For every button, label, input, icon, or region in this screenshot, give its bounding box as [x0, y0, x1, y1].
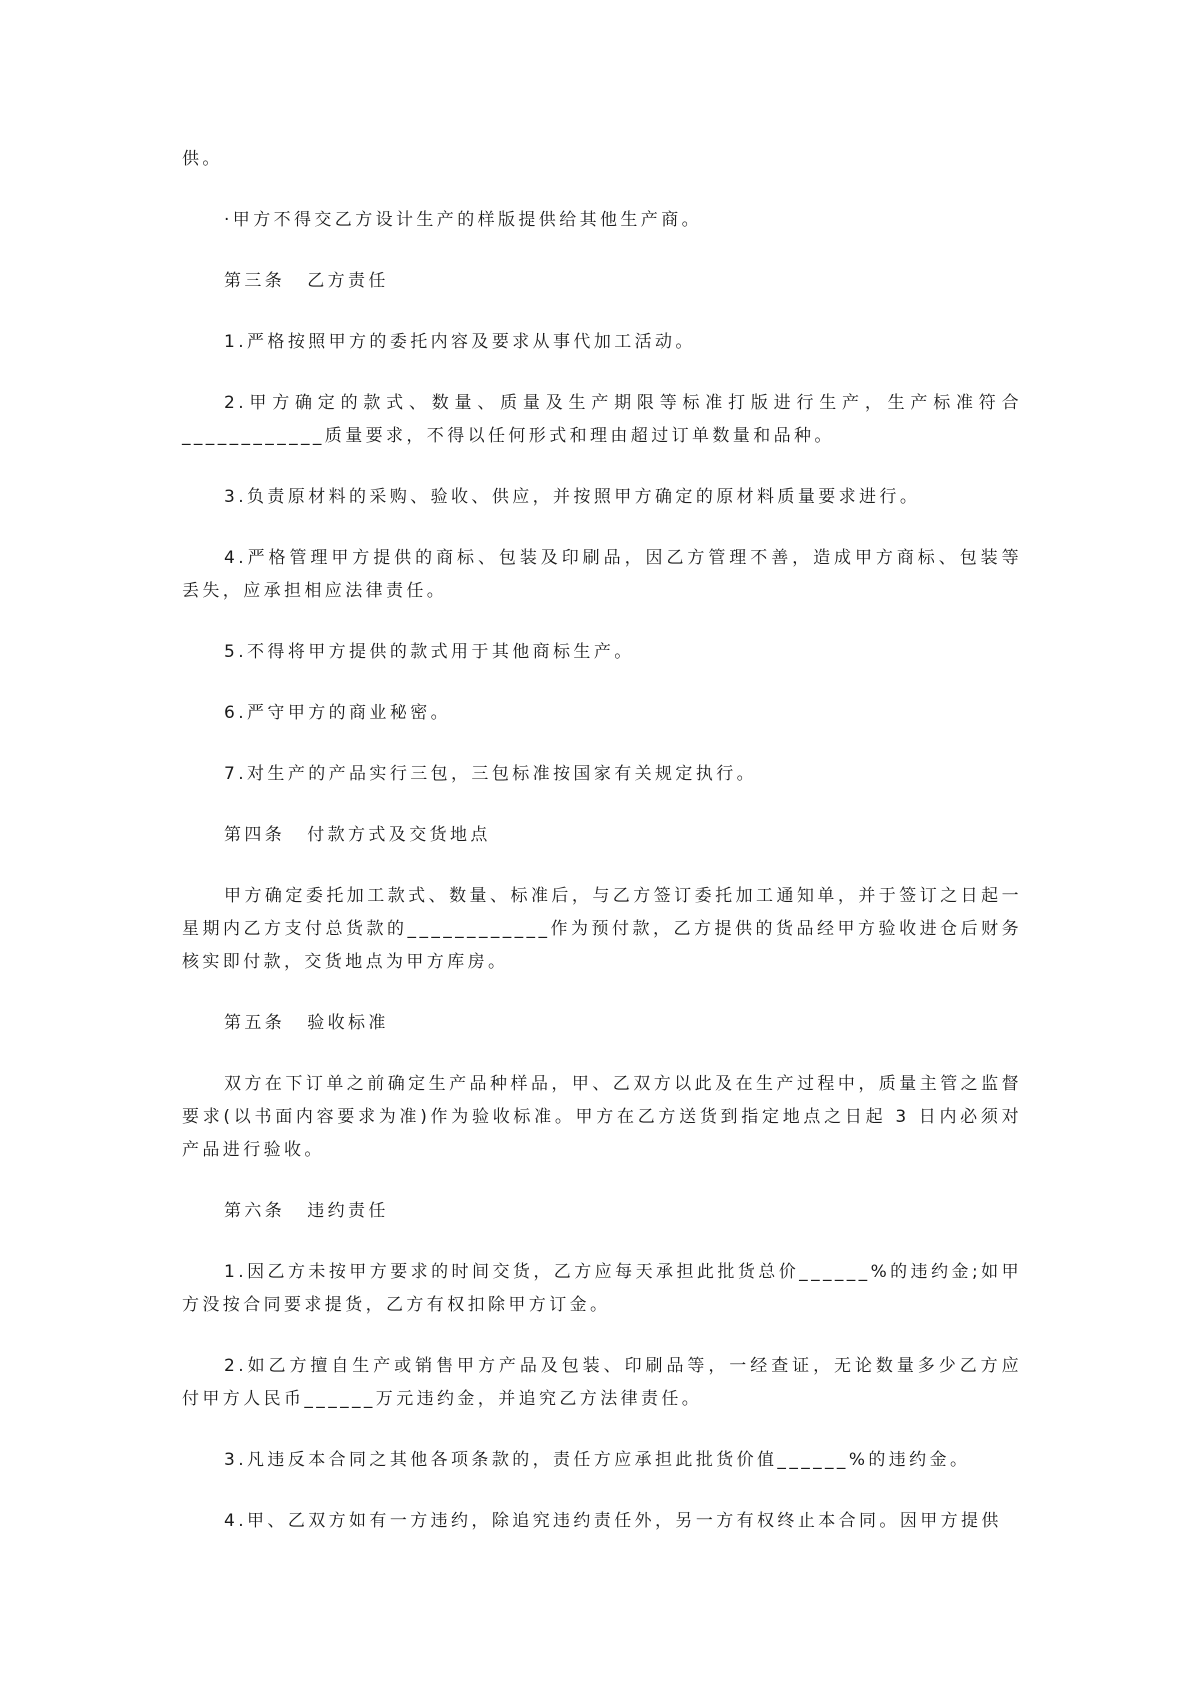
article-title: 违约责任: [307, 1201, 389, 1221]
clause-item-7: 7.对生产的产品实行三包，三包标准按国家有关规定执行。: [224, 764, 758, 784]
article-heading-3: [182, 265, 1022, 298]
clause-item-4: 4.严格管理甲方提供的商标、包装及印刷品，因乙方管理不善，造成甲方商标、包装等丢失，应承担相应法律责任。: [182, 548, 1022, 601]
paragraph-payment: 甲方确定委托加工款式、数量、标准后，与乙方签订委托加工通知单，并于签订之日起一星期内乙方支付总货款的____________作为预付款，乙方提供的货品经甲方验收进仓后财务核实即付款，交货地点为甲方库房。: [182, 886, 1022, 972]
paragraph-continuation: 供。: [182, 149, 223, 169]
article-title: 付款方式及交货地点: [307, 825, 491, 845]
article-heading-5: [182, 1007, 1022, 1040]
article-title: 验收标准: [307, 1013, 389, 1033]
clause-item-6: 6.严守甲方的商业秘密。: [224, 703, 452, 723]
breach-item-2: 2.如乙方擅自生产或销售甲方产品及包装、印刷品等，一经查证，无论数量多少乙方应付甲方人民币______万元违约金，并追究乙方法律责任。: [182, 1356, 1022, 1409]
clause-item-5: 5.不得将甲方提供的款式用于其他商标生产。: [224, 642, 635, 662]
clause-item-1: 1.严格按照甲方的委托内容及要求从事代加工活动。: [224, 332, 696, 352]
document-page: [182, 143, 1022, 1538]
breach-item-3: 3.凡违反本合同之其他各项条款的，责任方应承担此批货价值______%的违约金。: [224, 1450, 971, 1470]
breach-item-4: 4.甲、乙双方如有一方违约，除追究违约责任外，另一方有权终止本合同。因甲方提供: [224, 1511, 1002, 1531]
article-number: 第六条: [224, 1201, 286, 1221]
article-number: 第五条: [224, 1013, 286, 1033]
paragraph-sample-restriction: ·甲方不得交乙方设计生产的样版提供给其他生产商。: [224, 210, 703, 230]
article-number: 第四条: [224, 825, 286, 845]
clause-item-3: 3.负责原材料的采购、验收、供应，并按照甲方确定的原材料质量要求进行。: [224, 487, 921, 507]
paragraph-acceptance: 双方在下订单之前确定生产品种样品，甲、乙双方以此及在生产过程中，质量主管之监督要求(以书面内容要求为准)作为验收标准。甲方在乙方送货到指定地点之日起 3 日内必须对产品进行验收。: [182, 1074, 1022, 1160]
article-heading-4: [182, 819, 1022, 852]
article-heading-6: [182, 1195, 1022, 1228]
article-number: 第三条: [224, 271, 286, 291]
article-title: 乙方责任: [307, 271, 389, 291]
breach-item-1: 1.因乙方未按甲方要求的时间交货，乙方应每天承担此批货总价______%的违约金;如甲方没按合同要求提货，乙方有权扣除甲方订金。: [182, 1262, 1022, 1315]
clause-item-2: 2.甲方确定的款式、数量、质量及生产期限等标准打版进行生产，生产标准符合____________质量要求，不得以任何形式和理由超过订单数量和品种。: [182, 393, 1022, 446]
